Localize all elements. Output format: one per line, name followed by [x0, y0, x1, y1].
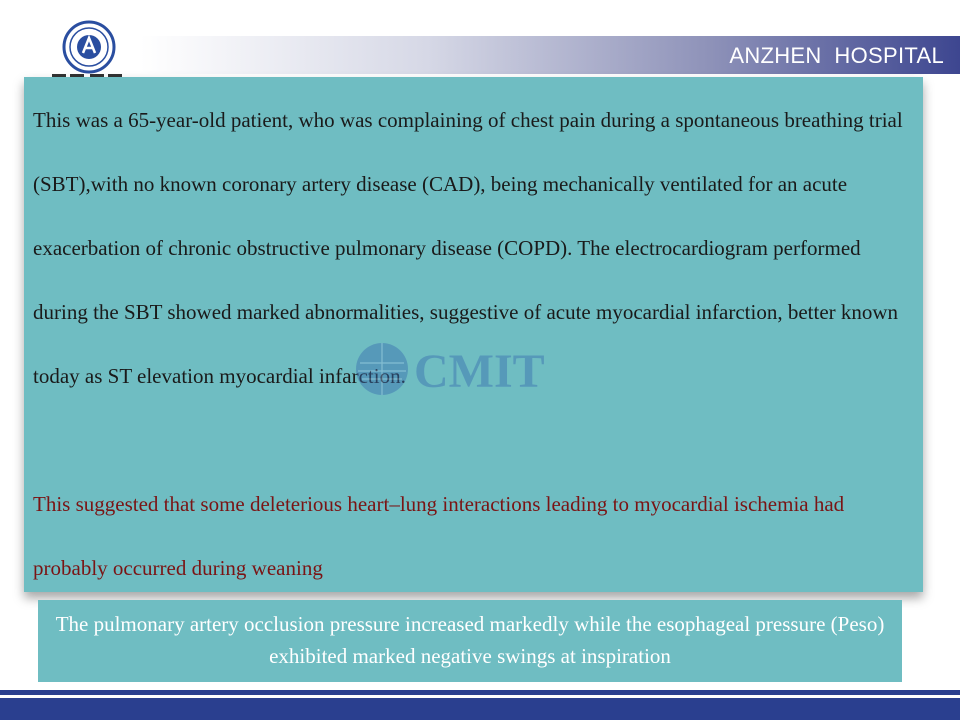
finding-text: The pulmonary artery occlusion pressure increased markedly while the esophageal pressure (Peso) exhibited marked negative swings at inspiration	[55, 612, 885, 668]
hospital-logo-icon	[62, 20, 116, 74]
footer-stripe-thick	[0, 698, 960, 720]
cmit-watermark	[354, 339, 634, 399]
hospital-name: ANZHEN HOSPITAL	[729, 43, 944, 68]
case-paragraph: This was a 65-year-old patient, who was complaining of chest pain during a spontaneous breathing trial (SBT),with no known coronary artery disease (CAD), being mechanically ventilated for an acute exacerbation of chronic obstructive pulmonary disease (COPD). The electrocardiogram performed during the SBT showed marked abnormalities, suggestive of acute myocardial infarction, better known today as ST elevation myocardial infarction.	[33, 108, 903, 388]
finding-box	[38, 600, 902, 682]
conclusion-paragraph: This suggested that some deleterious heart–lung interactions leading to myocardial ischemia had probably occurred during weaning	[33, 492, 845, 580]
case-description-box	[24, 77, 923, 592]
footer-stripe-thin	[0, 690, 960, 695]
watermark-text: CMIT	[414, 345, 545, 398]
